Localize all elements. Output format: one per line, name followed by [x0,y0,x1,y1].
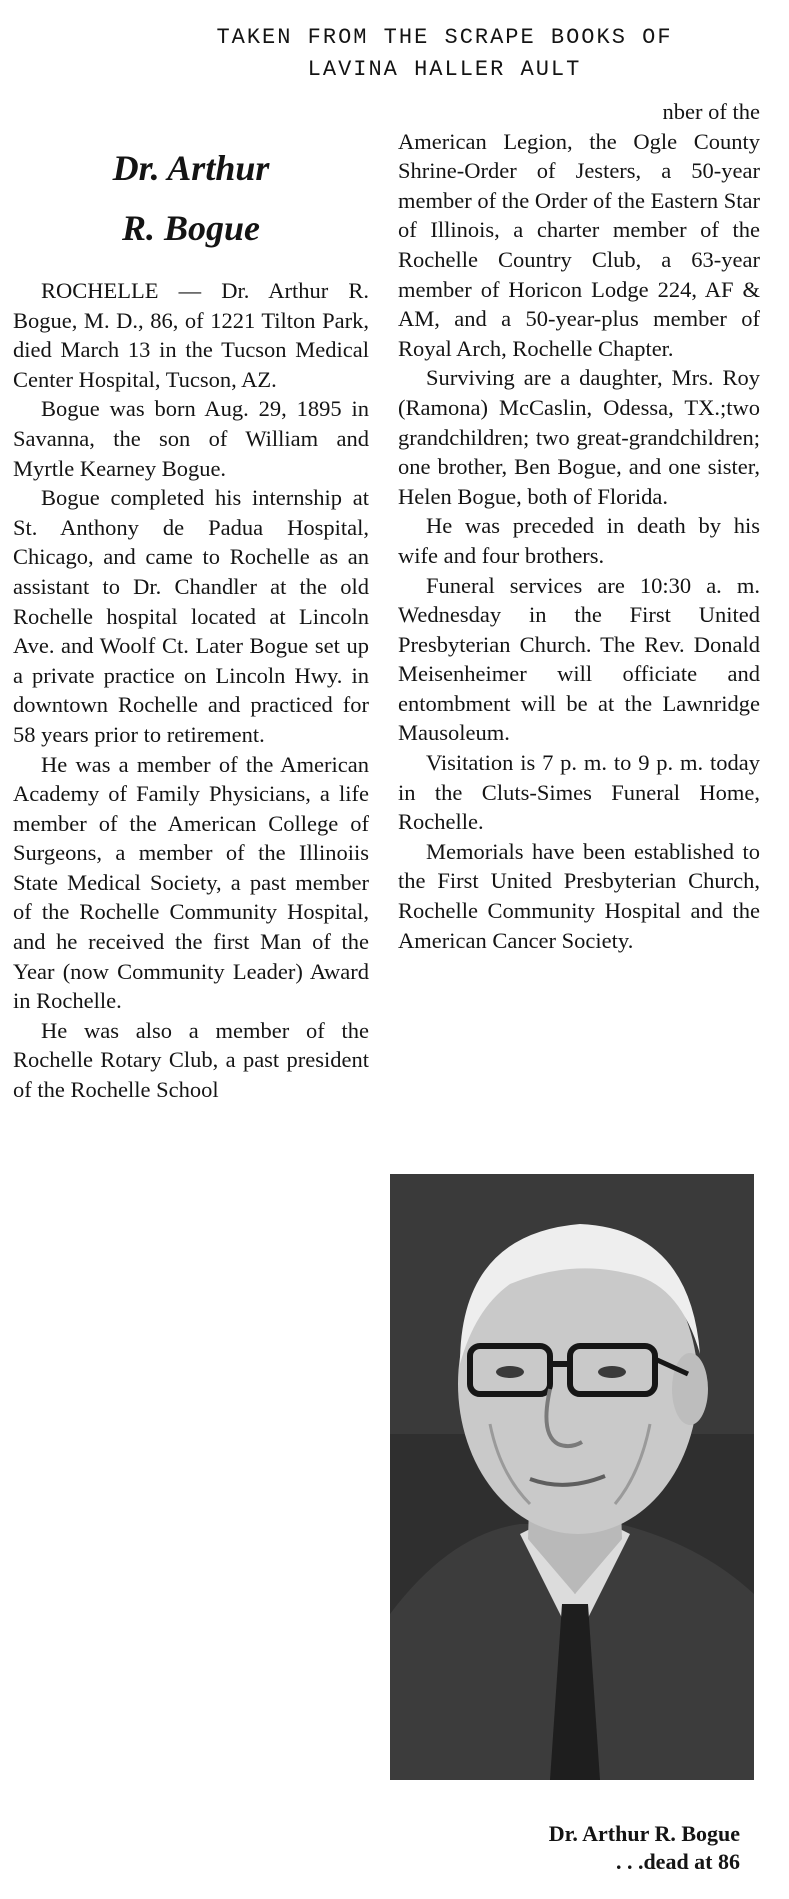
paragraph-continued: American Legion, the Ogle County Shrine-Order of Jesters, a 50-year member of the Order of the Eastern Star of Illinois, a charter member of the Rochelle Country Club, a 63-year member of Horicon Lodge 224, AF & AM, and a 50-year-plus member of Royal Arch, Rochelle Chapter. [398,128,760,361]
headline-line-1: Dr. Arthur [112,148,270,188]
paragraph-rotary: He was also a member of the Rochelle Rotary Club, a past president of the Rochelle School [13,1017,369,1103]
caption-name: Dr. Arthur R. Bogue [548,1821,740,1846]
header-line-2: LAVINA HALLER AULT [307,57,582,82]
obituary-headline [13,138,369,258]
paragraph-memorials: Memorials have been established to the First United Presbyterian Church, Rochelle Community Hospital and the American Cancer Society. [398,838,760,953]
header-line-1: TAKEN FROM THE SCRAPE BOOKS OF [216,25,673,50]
portrait-illustration [390,1174,754,1780]
right-column [398,97,760,955]
scrapbook-header [0,22,789,86]
paragraph-survivors: Surviving are a daughter, Mrs. Roy (Ramona) McCaslin, Odessa, TX.;two grandchildren; two great-grandchildren; one brother, Ben Bogue, and one sister, Helen Bogue, both of Florida. [398,365,760,509]
portrait-photo [390,1174,754,1780]
paragraph-visitation: Visitation is 7 p. m. to 9 p. m. today in the Cluts-Simes Funeral Home, Rochelle. [398,750,760,835]
left-column [13,126,369,1105]
paragraph-preceded: He was preceded in death by his wife and four brothers. [398,513,760,568]
paragraph-funeral: Funeral services are 10:30 a. m. Wednesday in the First United Presbyterian Church. The Rev. Donald Meisenheimer will officiate and entombment will be at the Lawnridge Mausoleum. [398,572,760,746]
paragraph-memberships: He was a member of the American Academy of Family Physicians, a life member of the American College of Surgeons, a member of the Illinoiis State Medical Society, a past member of the Rochelle Community Hospital, and he received the first Man of the Year (now Community Leader) Award in Rochelle. [13,751,369,1014]
paragraph-birth: Bogue was born Aug. 29, 1895 in Savanna, the son of William and Myrtle Kearney Bogue. [13,396,369,481]
continued-fragment: nber of the [662,99,760,124]
headline-line-2: R. Bogue [121,208,261,248]
photo-caption [440,1820,740,1876]
paragraph-career: Bogue completed his internship at St. Anthony de Padua Hospital, Chicago, and came to Rochelle as an assistant to Dr. Chandler at the old Rochelle hospital located at Lincoln Ave. and Woolf Ct. Later Bogue set up a private practice on Lincoln Hwy. in downtown Rochelle and practiced for 58 years prior to retirement. [13,485,369,747]
caption-subtitle: . . .dead at 86 [615,1849,740,1874]
paragraph-dateline: ROCHELLE — Dr. Arthur R. Bogue, M. D., 86, of 1221 Tilton Park, died March 13 in the Tucson Medical Center Hospital, Tucson, AZ. [13,278,369,392]
